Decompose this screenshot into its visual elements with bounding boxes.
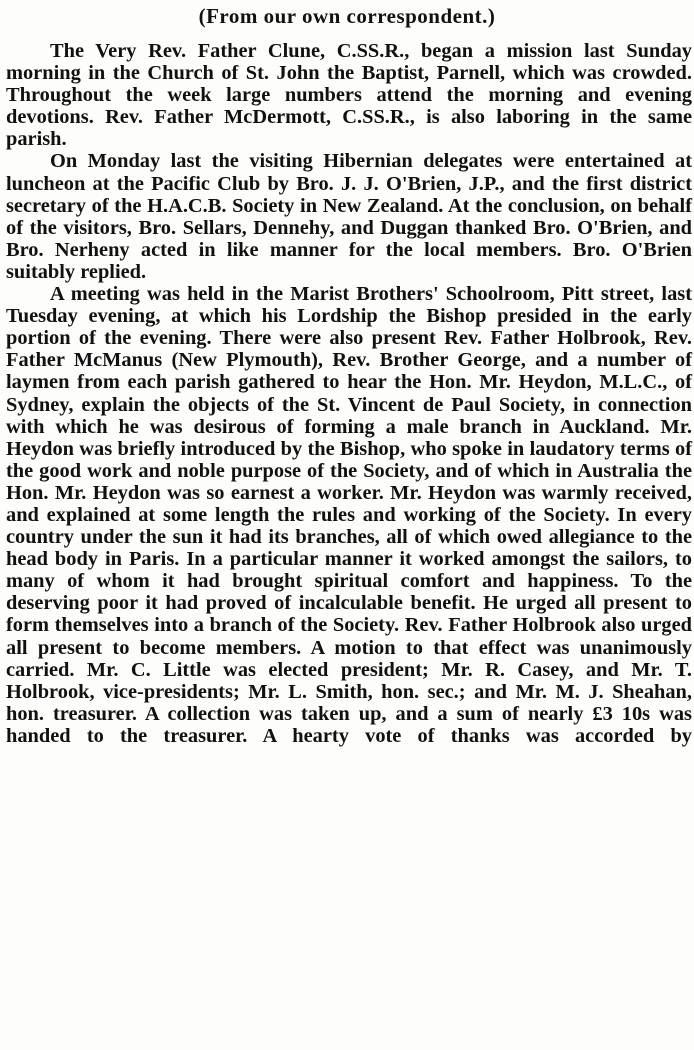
byline: (From our own correspondent.) bbox=[198, 4, 496, 28]
paragraph-mission: The Very Rev. Father Clune, C.SS.R., began a mission last Sunday morning in the Church of St. John the Baptist, Parnell, which was crowded. Throughout the week large numbers attend the morning and evening devotions. Rev. Father McDermott, C.SS.R., is also laboring in the same parish. bbox=[6, 40, 692, 151]
paragraph-hibernian-luncheon: On Monday last the visiting Hibernian delegates were entertained at luncheon at the Pacific Club by Bro. J. J. O'Brien, J.P., and the first district secretary of the H.A.C.B. Society in New Zealand. At the conclusion, on behalf of the visitors, Bro. Sellars, Dennehy, and Duggan thanked Bro. O'Brien, and Bro. Nerheny acted in like manner for the local members. Bro. O'Brien suitably replied. bbox=[6, 150, 692, 283]
paragraph-vincent-de-paul-meeting: A meeting was held in the Marist Brothers' Schoolroom, Pitt street, last Tuesday evening, at which his Lordship the Bishop presided in the early portion of the evening. There were also present Rev. Father Holbrook, Rev. Father McManus (New Plymouth), Rev. Brother George, and a number of laymen from each parish gathered to hear the Hon. Mr. Heydon, M.L.C., of Sydney, explain the objects of the St. Vincent de Paul Society, in connection with which he was desirous of forming a male branch in Auckland. Mr. Heydon was briefly introduced by the Bishop, who spoke in laudatory terms of the good work and noble purpose of the Society, and of which in Australia the Hon. Mr. Heydon was so earnest a worker. Mr. Heydon was warmly received, and explained at some length the rules and working of the Society. In every country under the sun it had its branches, all of which owed allegiance to the head body in Paris. In a particular manner it worked amongst the sailors, to many of whom it had brought spiritual comfort and happiness. To the deserving poor it had proved of incalculable benefit. He urged all present to form themselves into a branch of the Society. Rev. Father Holbrook also urged all present to become members. A motion to that effect was unanimously carried. Mr. C. Little was elected president; Mr. R. Casey, and Mr. T. Holbrook, vice-presidents; Mr. L. Smith, hon. sec.; and Mr. M. J. Sheahan, hon. treasurer. A collection was taken up, and a sum of nearly £3 10s was handed to the treasurer. A hearty vote of thanks was accorded by bbox=[6, 283, 692, 747]
article-body bbox=[6, 40, 692, 747]
